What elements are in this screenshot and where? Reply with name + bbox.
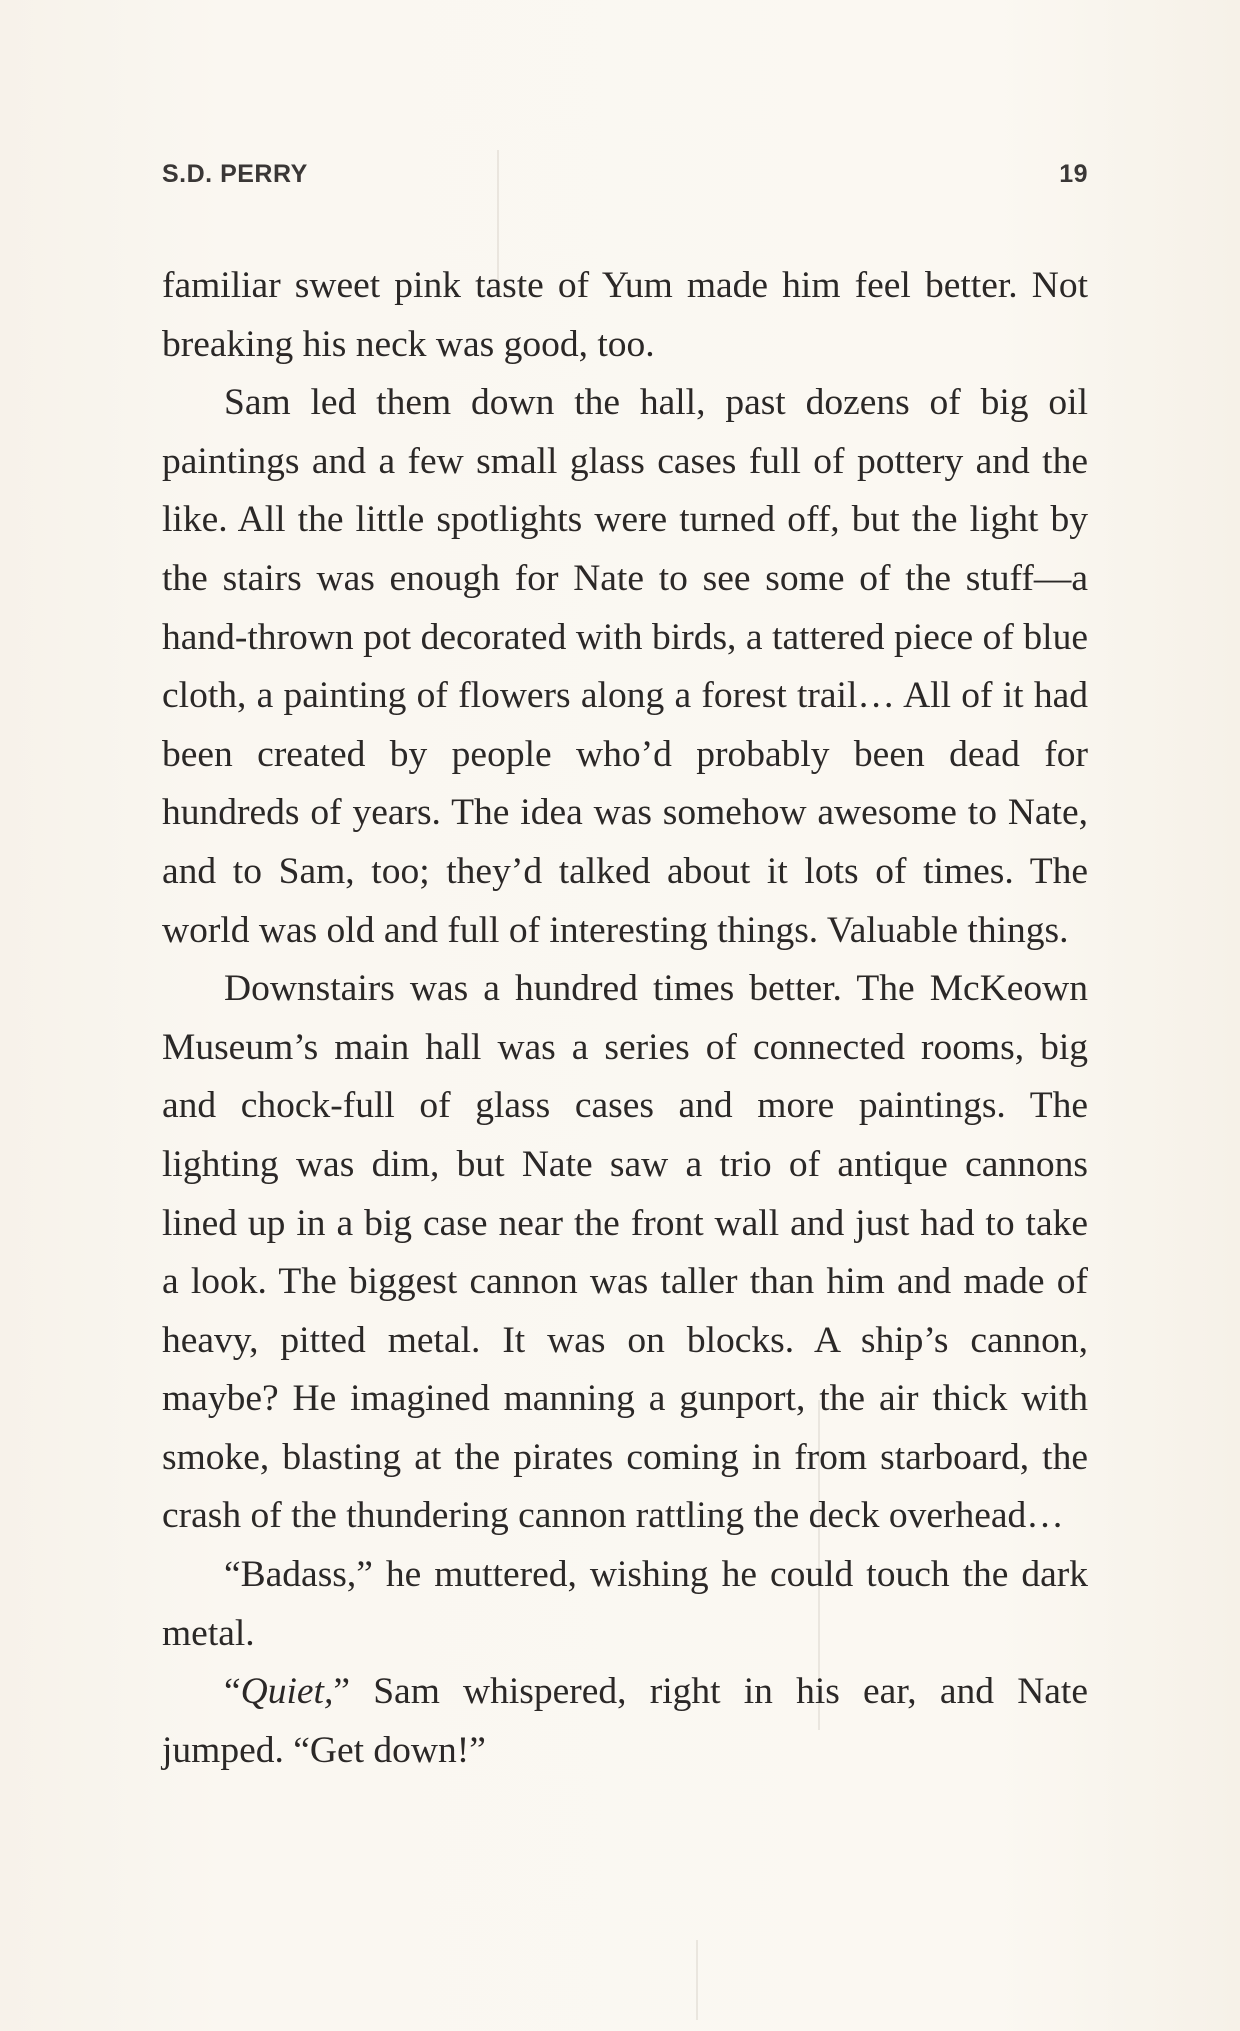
emphasized-word: Quiet, bbox=[240, 1671, 334, 1713]
running-header bbox=[162, 160, 1088, 200]
paragraph-text: Sam led them down the hall, past dozens of big oil paintings and a few small glass cases full of pottery and the like. All the little spotlights were turned off, but the light by the stairs was enough for Nate to see some of the stuff—a hand-thrown pot decorated with birds, a tattered piece of blue cloth, a painting of flowers along a forest trail… All of it had been created by people who’d probably been dead for hundreds of years. The idea was somehow awesome to Nate, and to Sam, too; they’d talked about it lots of times. The world was old and full of interesting things. Valuable things. bbox=[162, 382, 1088, 951]
paragraph-text: familiar sweet pink taste of Yum made him feel better. Not breaking his neck was good, too. bbox=[162, 265, 1088, 365]
running-header-author: S.D. PERRY bbox=[162, 160, 308, 188]
paragraph bbox=[162, 1546, 1088, 1663]
paragraph bbox=[162, 960, 1088, 1546]
paragraph-text: Downstairs was a hundred times better. The McKeown Museum’s main hall was a series of connected rooms, big and chock-full of glass cases and more paintings. The lighting was dim, but Nate saw a trio of antique cannons lined up in a big case near the front wall and just had to take a look. The biggest cannon was taller than him and made of heavy, pitted metal. It was on blocks. A ship’s cannon, maybe? He imagined manning a gunport, the air thick with smoke, blasting at the pirates coming in from starboard, the crash of the thundering cannon rattling the deck overhead… bbox=[162, 968, 1088, 1537]
paragraph bbox=[162, 1663, 1088, 1780]
body-text bbox=[162, 257, 1088, 1780]
paragraph-text: “Badass,” he muttered, wishing he could touch the dark metal. bbox=[162, 1554, 1088, 1654]
paragraph bbox=[162, 374, 1088, 960]
paragraph-continued bbox=[162, 257, 1088, 374]
paper-crease bbox=[696, 1940, 698, 2020]
paragraph-text: ” Sam whispered, right in his ear, and Nate jumped. “Get down!” bbox=[162, 1671, 1088, 1771]
page-number: 19 bbox=[1059, 160, 1088, 188]
paragraph-text: “ bbox=[224, 1671, 241, 1713]
